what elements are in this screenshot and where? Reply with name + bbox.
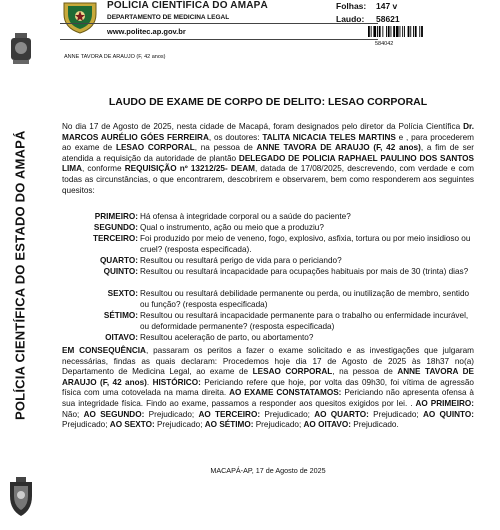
- subject-name: ANNE TAVORA DE ARAUJO (F, 42 anos): [64, 54, 166, 60]
- answer-text: Prejudicado;: [368, 409, 423, 419]
- org-name: POLÍCIA CIENTÍFICA DO AMAPÁ: [107, 0, 268, 11]
- header-divider: [60, 23, 378, 24]
- answer-text: Prejudicado;: [154, 420, 205, 430]
- quesito-label: TERCEIRO:: [92, 234, 138, 243]
- answer-label: AO SEGUNDO:: [83, 409, 145, 419]
- conclusion-text: , passaram os peritos a fazer o exame solicitado e as investigações que julgaram necessárias, findas as quais declaram: Procedemos hoje dia 17 de Agosto de 2025 às 18h37 no(a) Departamento de Medicina Legal, ao exame de: [62, 346, 474, 377]
- police-emblem-icon: [7, 476, 35, 518]
- quesito-text: Resultou aceleração de parto, ou abortamento?: [140, 333, 314, 342]
- exam-type: LESAO CORPORAL: [115, 143, 195, 153]
- answer-label: AO SÉTIMO:: [204, 420, 254, 430]
- quesito-item: [62, 234, 474, 255]
- historico-label: HISTÓRICO:: [152, 377, 201, 387]
- intro-text: e , para procederem ao exame de: [62, 132, 474, 153]
- conclusion-text: .: [146, 377, 153, 387]
- quesito-label: SEXTO:: [107, 289, 138, 298]
- answer-label: AO PRIMEIRO:: [415, 398, 474, 408]
- department-name: DEPARTAMENTO DE MEDICINA LEGAL: [107, 14, 230, 21]
- conclusion-lead: EM CONSEQUÊNCIA: [62, 346, 146, 355]
- laudo-value: 58621: [376, 14, 400, 24]
- quesito-text: Resultou ou resultará debilidade permanente ou perda, ou inutilização de membro, sentido ou função? (resposta especificada): [140, 289, 470, 309]
- barcode: [368, 26, 440, 37]
- intro-text: , na pessoa de: [194, 143, 257, 153]
- quesito-item: [62, 223, 474, 234]
- answer-text: Prejudicado;: [144, 409, 199, 419]
- conclusion-paragraph: [62, 346, 474, 431]
- laudo-label: Laudo:: [336, 14, 365, 24]
- quesito-label: QUINTO:: [103, 267, 138, 276]
- quesito-label: OITAVO:: [105, 333, 138, 342]
- folhas-value: 147 v: [376, 1, 398, 11]
- quesito-label: SEGUNDO:: [93, 223, 138, 232]
- historico-text: Periciando refere que hoje, por volta das 09h30, foi vítima de agressão física com uma cotovelada na mama direita.: [62, 377, 474, 398]
- exam-findings-text: Periciando não apresenta ofensa à sua integridade física. Findo ao exame, passamos a responder aos quesitos exigidos por lei. .: [62, 388, 474, 408]
- quesito-text: Resultou ou resultará incapacidade para ocupações habituais por mais de 30 (trinta) dias?: [140, 267, 469, 276]
- quesito-label: PRIMEIRO:: [94, 212, 138, 221]
- exam-type: LESAO CORPORAL: [252, 367, 333, 377]
- place-and-date: MACAPÁ-AP, 17 de Agosto de 2025: [210, 466, 326, 475]
- answer-label: AO TERCEIRO:: [198, 409, 261, 419]
- barcode-number: 584042: [375, 41, 394, 47]
- quesito-item: [62, 212, 474, 223]
- exam-findings-label: AO EXAME CONSTATAMOS:: [229, 388, 342, 398]
- authority-name: DELEGADO DE POLICIA RAPHAEL PAULINO DOS SANTOS LIMA: [62, 153, 474, 174]
- conclusion-text: , na pessoa de: [332, 367, 398, 377]
- vertical-institution-label: POLÍCIA CIENTÍFICA DO ESTADO DO AMAPÁ: [12, 130, 28, 420]
- intro-text: , datada de 17/08/2025, descrevendo, com verdade e com todas as circunstâncias, o que encontrarem, descobrirem e observarem, bem como responderem aos seguintes quesitos:: [62, 164, 474, 195]
- coat-of-arms-icon: [9, 32, 33, 66]
- answer-text: Prejudicado;: [253, 420, 304, 430]
- answer-label: AO SEXTO:: [109, 420, 155, 430]
- intro-text: , os doutores:: [208, 132, 263, 142]
- quesito-item: [62, 311, 474, 332]
- quesito-item: [62, 333, 474, 344]
- director-name: Dr. MARCOS AURÉLIO GÓES FERREIRA: [62, 122, 474, 142]
- quesito-text: Resultou ou resultará incapacidade permanente para o trabalho ou enfermidade incurável, ou deformidade permanente? (resposta especificada): [140, 311, 469, 331]
- intro-text: No dia 17 de Agosto de 2025, nesta cidade de Macapá, foram designados pelo diretor da Polícia Científica: [62, 122, 464, 131]
- quesito-item: [62, 289, 474, 310]
- requisition-number: REQUISIÇÃO nº 13212/25- DEAM: [124, 164, 255, 174]
- folhas-label: Folhas:: [336, 1, 367, 11]
- quesito-label: QUARTO:: [99, 256, 138, 265]
- quesito-text: Há ofensa à integridade corporal ou a saúde do paciente?: [140, 212, 351, 221]
- answer-label: AO QUINTO:: [422, 409, 474, 419]
- quesito-item: [62, 267, 474, 278]
- answer-label: AO QUARTO:: [314, 409, 369, 419]
- header-divider: [60, 39, 378, 40]
- police-badge-logo: [60, 0, 100, 34]
- answer-text: Prejudicado;: [260, 409, 315, 419]
- quesito-text: Qual o instrumento, ação ou meio que a produziu?: [140, 223, 324, 232]
- doctor-names: TALITA NICACIA TELES MARTINS: [262, 132, 396, 142]
- website-link[interactable]: www.politec.ap.gov.br: [107, 27, 186, 36]
- patient-name: ANNE TAVORA DE ARAUJO (F, 42 anos): [62, 367, 475, 387]
- intro-text: , a fim de ser atendida a requisição da autoridade de plantão: [62, 143, 474, 163]
- patient-name: ANNE TAVORA DE ARAUJO (F, 42 anos): [256, 143, 421, 153]
- case-info: [336, 0, 400, 26]
- quesito-label: SÉTIMO:: [103, 311, 138, 320]
- quesito-text: Foi produzido por meio de veneno, fogo, explosivo, asfixia, tortura ou por meio insidioso ou cruel? (resposta especificada).: [140, 234, 471, 254]
- report-title: LAUDO DE EXAME DE CORPO DE DELITO: LESAO CORPORAL: [108, 96, 428, 108]
- answer-text: Prejudicado.: [350, 420, 399, 430]
- quesito-item: [62, 256, 474, 267]
- intro-text: , conforme: [82, 164, 125, 174]
- answer-text: Não;: [62, 409, 84, 419]
- answer-text: Prejudicado;: [62, 420, 110, 430]
- intro-paragraph: [62, 122, 474, 196]
- quesito-text: Resultou ou resultará perigo de vida para o periciando?: [140, 256, 342, 265]
- answer-label: AO OITAVO:: [303, 420, 351, 430]
